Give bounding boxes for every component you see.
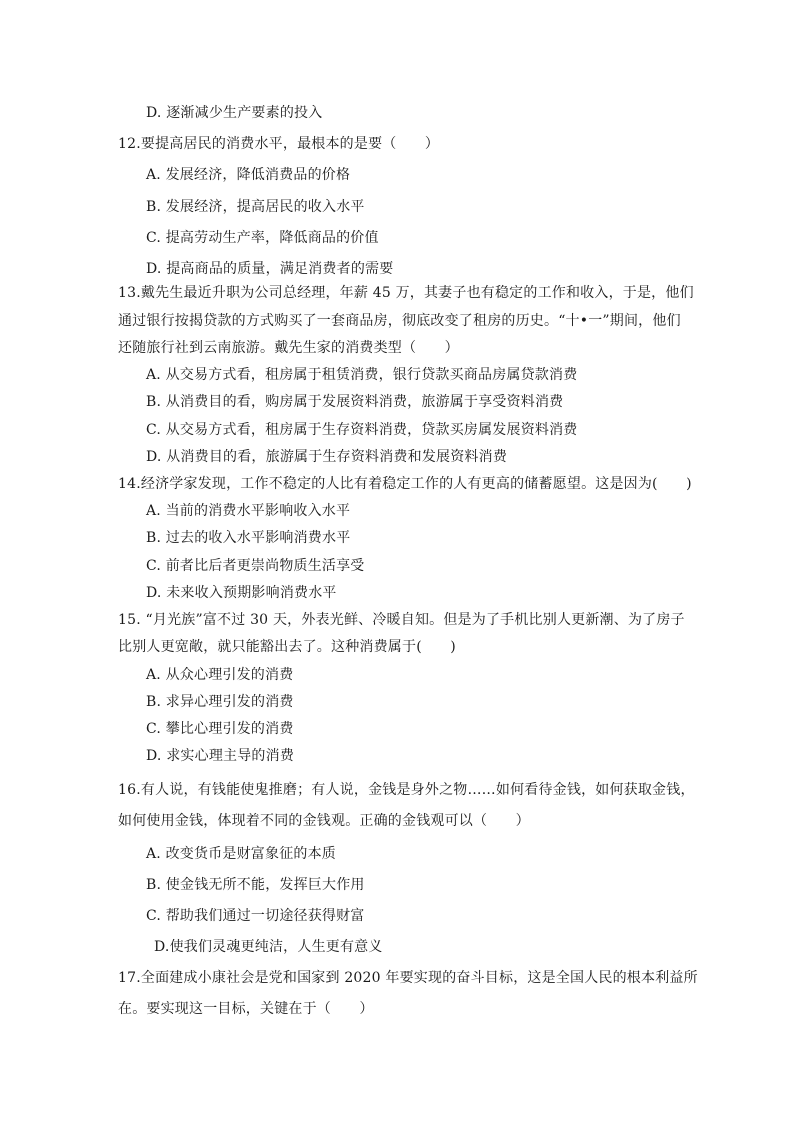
q15-option-d: D. 求实心理主导的消费 [146, 748, 295, 764]
q13-option-d: D. 从消费目的看，旅游属于生存资料消费和发展资料消费 [146, 449, 508, 465]
q14-option-d: D. 未来收入预期影响消费水平 [146, 585, 337, 601]
q12-option-c: C. 提高劳动生产率，降低商品的价值 [146, 230, 379, 246]
q17-stem-line-1: 17.全面建成小康社会是党和国家到 2020 年要实现的奋斗目标，这是全国人民的根本利益所 [118, 970, 698, 986]
q15-option-b: B. 求异心理引发的消费 [146, 694, 294, 710]
q13-option-a: A. 从交易方式看，租房属于租赁消费，银行贷款买商品房属贷款消费 [146, 367, 578, 383]
q12-option-b: B. 发展经济，提高居民的收入水平 [146, 199, 365, 215]
q15-stem-line-1: 15. “月光族”富不过 30 天，外表光鲜、冷暖自知。但是为了手机比别人更新潮、为了房子 [118, 612, 685, 628]
q14-option-a: A. 当前的消费水平影响收入水平 [146, 503, 351, 519]
q16-option-b: B. 使金钱无所不能，发挥巨大作用 [146, 877, 365, 893]
q13-option-c: C. 从交易方式看，租房属于生存资料消费，贷款买房属发展资料消费 [146, 422, 578, 438]
q16-option-a: A. 改变货币是财富象征的本质 [146, 846, 337, 862]
q12-option-a: A. 发展经济，降低消费品的价格 [146, 167, 351, 183]
q13-stem-line-1: 13.戴先生最近升职为公司总经理，年薪 45 万，其妻子也有稳定的工作和收入，于是，他们 [118, 285, 694, 301]
q13-option-b: B. 从消费目的看，购房属于发展资料消费，旅游属于享受资料消费 [146, 394, 564, 410]
q14-stem: 14.经济学家发现，工作不稳定的人比有着稳定工作的人有更高的储蓄愿望。这是因为( ) [118, 476, 692, 492]
q11-option-d: D. 逐渐减少生产要素的投入 [146, 105, 323, 121]
q12-stem: 12.要提高居民的消费水平，最根本的是要（ ） [118, 136, 440, 152]
q16-stem-line-1: 16.有人说，有钱能使鬼推磨；有人说，金钱是身外之物……如何看待金钱，如何获取金钱， [118, 782, 695, 798]
q16-option-d: D.使我们灵魂更纯洁，人生更有意义 [154, 939, 383, 955]
q15-option-a: A. 从众心理引发的消费 [146, 667, 294, 683]
q14-option-b: B. 过去的收入水平影响消费水平 [146, 530, 351, 546]
q15-stem-line-2: 比别人更宽敞，就只能豁出去了。这种消费属于( ) [118, 639, 456, 655]
q14-option-c: C. 前者比后者更崇尚物质生活享受 [146, 558, 365, 574]
q13-stem-line-2: 通过银行按揭贷款的方式购买了一套商品房，彻底改变了租房的历史。“十•一”期间，他们 [118, 313, 681, 329]
q16-stem-line-2: 如何使用金钱，体现着不同的金钱观。正确的金钱观可以（ ） [118, 813, 530, 829]
q15-option-c: C. 攀比心理引发的消费 [146, 721, 294, 737]
q12-option-d: D. 提高商品的质量，满足消费者的需要 [146, 261, 394, 277]
q16-option-c: C. 帮助我们通过一切途径获得财富 [146, 908, 365, 924]
q13-stem-line-3: 还随旅行社到云南旅游。戴先生家的消费类型（ ） [118, 340, 459, 356]
q17-stem-line-2: 在。要实现这一目标，关键在于（ ） [118, 1001, 374, 1017]
